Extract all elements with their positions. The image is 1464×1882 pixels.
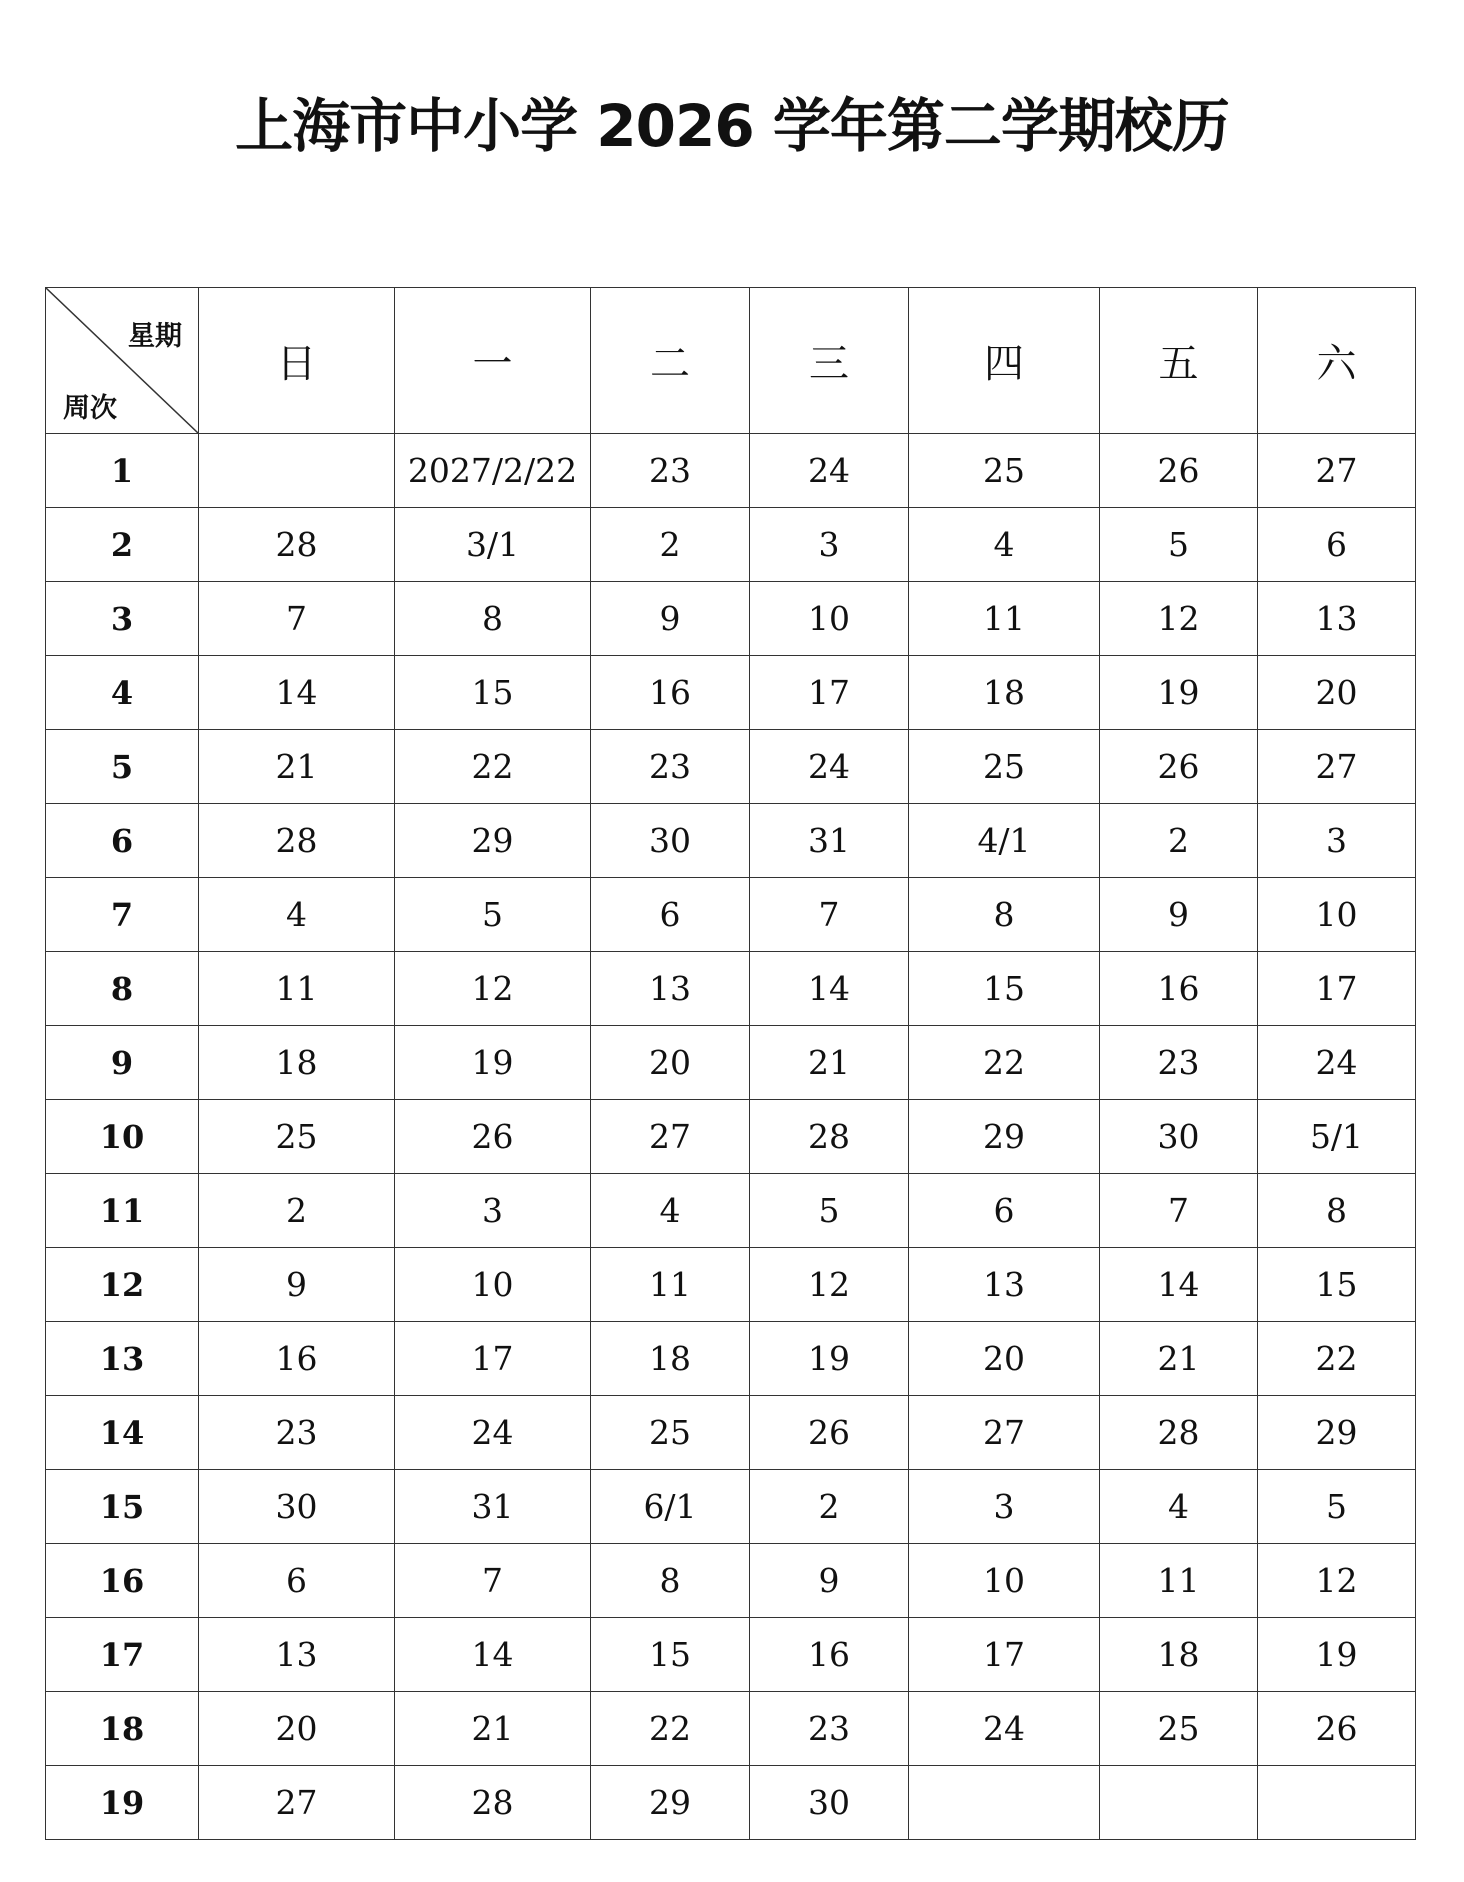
- date-cell: 9: [750, 1544, 909, 1618]
- week-number: 6: [46, 804, 199, 878]
- week-row: [46, 434, 1416, 508]
- date-cell: 6: [591, 878, 750, 952]
- week-number: 2: [46, 508, 199, 582]
- date-cell: 5/1: [1258, 1100, 1416, 1174]
- date-cell: 18: [199, 1026, 395, 1100]
- week-row: [46, 1174, 1416, 1248]
- date-cell: 24: [1258, 1026, 1416, 1100]
- date-cell: 20: [1258, 656, 1416, 730]
- date-cell: 27: [1258, 730, 1416, 804]
- date-cell: 11: [1100, 1544, 1258, 1618]
- week-row: [46, 878, 1416, 952]
- date-cell: 22: [909, 1026, 1100, 1100]
- date-cell: 14: [1100, 1248, 1258, 1322]
- week-row: [46, 1026, 1416, 1100]
- week-number: 9: [46, 1026, 199, 1100]
- date-cell: 13: [1258, 582, 1416, 656]
- week-number: 10: [46, 1100, 199, 1174]
- date-cell: 8: [909, 878, 1100, 952]
- date-cell: 3: [909, 1470, 1100, 1544]
- date-cell: 24: [750, 730, 909, 804]
- week-number: 4: [46, 656, 199, 730]
- date-cell: 12: [1258, 1544, 1416, 1618]
- date-cell: 28: [750, 1100, 909, 1174]
- date-cell: 29: [909, 1100, 1100, 1174]
- date-cell: 7: [395, 1544, 591, 1618]
- date-cell: 14: [395, 1618, 591, 1692]
- date-cell: 8: [591, 1544, 750, 1618]
- date-cell: 6/1: [591, 1470, 750, 1544]
- date-cell: 11: [591, 1248, 750, 1322]
- corner-header-cell: [46, 288, 199, 434]
- date-cell: 23: [199, 1396, 395, 1470]
- week-number: 5: [46, 730, 199, 804]
- date-cell: 16: [199, 1322, 395, 1396]
- date-cell: 23: [591, 730, 750, 804]
- date-cell: 25: [909, 434, 1100, 508]
- date-cell: [1100, 1766, 1258, 1840]
- date-cell: 21: [750, 1026, 909, 1100]
- date-cell: 20: [909, 1322, 1100, 1396]
- date-cell: 12: [750, 1248, 909, 1322]
- day-header-sunday: 日: [199, 288, 395, 434]
- day-header-friday: 五: [1100, 288, 1258, 434]
- week-number: 17: [46, 1618, 199, 1692]
- date-cell: [909, 1766, 1100, 1840]
- date-cell: 26: [395, 1100, 591, 1174]
- date-cell: 12: [1100, 582, 1258, 656]
- date-cell: 11: [909, 582, 1100, 656]
- date-cell: 3/1: [395, 508, 591, 582]
- week-number: 3: [46, 582, 199, 656]
- date-cell: 3: [750, 508, 909, 582]
- date-cell: 18: [591, 1322, 750, 1396]
- weekday-axis-label: 星期: [128, 321, 182, 352]
- date-cell: 5: [1100, 508, 1258, 582]
- date-cell: 26: [1258, 1692, 1416, 1766]
- week-row: [46, 1248, 1416, 1322]
- week-number: 8: [46, 952, 199, 1026]
- date-cell: 23: [591, 434, 750, 508]
- date-cell: 3: [395, 1174, 591, 1248]
- date-cell: 30: [199, 1470, 395, 1544]
- date-cell: 30: [750, 1766, 909, 1840]
- week-axis-label: 周次: [63, 393, 117, 424]
- date-cell: 4: [1100, 1470, 1258, 1544]
- date-cell: 15: [591, 1618, 750, 1692]
- week-row: [46, 656, 1416, 730]
- week-number: 13: [46, 1322, 199, 1396]
- date-cell: 22: [1258, 1322, 1416, 1396]
- date-cell: 16: [750, 1618, 909, 1692]
- date-cell: 7: [199, 582, 395, 656]
- week-row: [46, 1692, 1416, 1766]
- date-cell: 9: [591, 582, 750, 656]
- date-cell: 8: [395, 582, 591, 656]
- day-header-tuesday: 二: [591, 288, 750, 434]
- date-cell: 30: [1100, 1100, 1258, 1174]
- date-cell: 27: [909, 1396, 1100, 1470]
- date-cell: 13: [909, 1248, 1100, 1322]
- date-cell: 19: [395, 1026, 591, 1100]
- date-cell: 17: [1258, 952, 1416, 1026]
- date-cell: 17: [750, 656, 909, 730]
- date-cell: 26: [1100, 730, 1258, 804]
- date-cell: 27: [1258, 434, 1416, 508]
- date-cell: 11: [199, 952, 395, 1026]
- date-cell: 26: [1100, 434, 1258, 508]
- date-cell: 17: [395, 1322, 591, 1396]
- date-cell: 25: [199, 1100, 395, 1174]
- date-cell: 26: [750, 1396, 909, 1470]
- date-cell: 5: [1258, 1470, 1416, 1544]
- date-cell: 28: [199, 508, 395, 582]
- date-cell: 27: [591, 1100, 750, 1174]
- date-cell: 29: [1258, 1396, 1416, 1470]
- date-cell: 18: [1100, 1618, 1258, 1692]
- date-cell: 16: [1100, 952, 1258, 1026]
- date-cell: 21: [1100, 1322, 1258, 1396]
- week-number: 11: [46, 1174, 199, 1248]
- date-cell: 9: [199, 1248, 395, 1322]
- date-cell: 23: [1100, 1026, 1258, 1100]
- date-cell: 31: [395, 1470, 591, 1544]
- date-cell: 27: [199, 1766, 395, 1840]
- date-cell: 13: [199, 1618, 395, 1692]
- date-cell: 3: [1258, 804, 1416, 878]
- week-number: 18: [46, 1692, 199, 1766]
- date-cell: 30: [591, 804, 750, 878]
- week-row: [46, 1766, 1416, 1840]
- week-row: [46, 508, 1416, 582]
- calendar-body: [46, 434, 1416, 1840]
- date-cell: 29: [591, 1766, 750, 1840]
- day-header-thursday: 四: [909, 288, 1100, 434]
- date-cell: 5: [750, 1174, 909, 1248]
- date-cell: 10: [750, 582, 909, 656]
- date-cell: 19: [1258, 1618, 1416, 1692]
- date-cell: 14: [199, 656, 395, 730]
- date-cell: 7: [750, 878, 909, 952]
- date-cell: 25: [591, 1396, 750, 1470]
- date-cell: [199, 434, 395, 508]
- date-cell: 10: [1258, 878, 1416, 952]
- week-row: [46, 1618, 1416, 1692]
- week-row: [46, 1544, 1416, 1618]
- date-cell: 31: [750, 804, 909, 878]
- date-cell: 28: [395, 1766, 591, 1840]
- date-cell: 21: [395, 1692, 591, 1766]
- date-cell: 24: [395, 1396, 591, 1470]
- date-cell: 15: [395, 656, 591, 730]
- date-cell: 2: [199, 1174, 395, 1248]
- date-cell: 13: [591, 952, 750, 1026]
- date-cell: 16: [591, 656, 750, 730]
- week-number: 19: [46, 1766, 199, 1840]
- date-cell: 12: [395, 952, 591, 1026]
- week-row: [46, 1396, 1416, 1470]
- date-cell: 7: [1100, 1174, 1258, 1248]
- date-cell: 4: [909, 508, 1100, 582]
- date-cell: 5: [395, 878, 591, 952]
- date-cell: 21: [199, 730, 395, 804]
- date-cell: 10: [395, 1248, 591, 1322]
- week-number: 15: [46, 1470, 199, 1544]
- date-cell: 25: [909, 730, 1100, 804]
- date-cell: 6: [909, 1174, 1100, 1248]
- week-row: [46, 1322, 1416, 1396]
- date-cell: 4: [591, 1174, 750, 1248]
- date-cell: 8: [1258, 1174, 1416, 1248]
- date-cell: 2027/2/22: [395, 434, 591, 508]
- date-cell: 2: [591, 508, 750, 582]
- week-number: 12: [46, 1248, 199, 1322]
- date-cell: 10: [909, 1544, 1100, 1618]
- date-cell: 4/1: [909, 804, 1100, 878]
- date-cell: 15: [909, 952, 1100, 1026]
- date-cell: 28: [199, 804, 395, 878]
- date-cell: 22: [591, 1692, 750, 1766]
- date-cell: 20: [199, 1692, 395, 1766]
- date-cell: 2: [750, 1470, 909, 1544]
- week-row: [46, 582, 1416, 656]
- day-header-monday: 一: [395, 288, 591, 434]
- date-cell: 4: [199, 878, 395, 952]
- day-header-wednesday: 三: [750, 288, 909, 434]
- week-row: [46, 1100, 1416, 1174]
- date-cell: 17: [909, 1618, 1100, 1692]
- date-cell: 28: [1100, 1396, 1258, 1470]
- date-cell: 24: [750, 434, 909, 508]
- date-cell: 24: [909, 1692, 1100, 1766]
- week-row: [46, 730, 1416, 804]
- date-cell: [1258, 1766, 1416, 1840]
- date-cell: 15: [1258, 1248, 1416, 1322]
- page-title: 上海市中小学 2026 学年第二学期校历: [235, 92, 1229, 160]
- date-cell: 14: [750, 952, 909, 1026]
- date-cell: 29: [395, 804, 591, 878]
- date-cell: 25: [1100, 1692, 1258, 1766]
- date-cell: 9: [1100, 878, 1258, 952]
- week-number: 16: [46, 1544, 199, 1618]
- date-cell: 23: [750, 1692, 909, 1766]
- date-cell: 19: [750, 1322, 909, 1396]
- date-cell: 6: [1258, 508, 1416, 582]
- date-cell: 19: [1100, 656, 1258, 730]
- date-cell: 6: [199, 1544, 395, 1618]
- week-row: [46, 804, 1416, 878]
- date-cell: 22: [395, 730, 591, 804]
- week-number: 7: [46, 878, 199, 952]
- date-cell: 2: [1100, 804, 1258, 878]
- day-header-saturday: 六: [1258, 288, 1416, 434]
- week-row: [46, 952, 1416, 1026]
- header-row: [46, 288, 1416, 434]
- calendar-table: [45, 287, 1416, 1840]
- date-cell: 18: [909, 656, 1100, 730]
- week-number: 1: [46, 434, 199, 508]
- week-number: 14: [46, 1396, 199, 1470]
- date-cell: 20: [591, 1026, 750, 1100]
- week-row: [46, 1470, 1416, 1544]
